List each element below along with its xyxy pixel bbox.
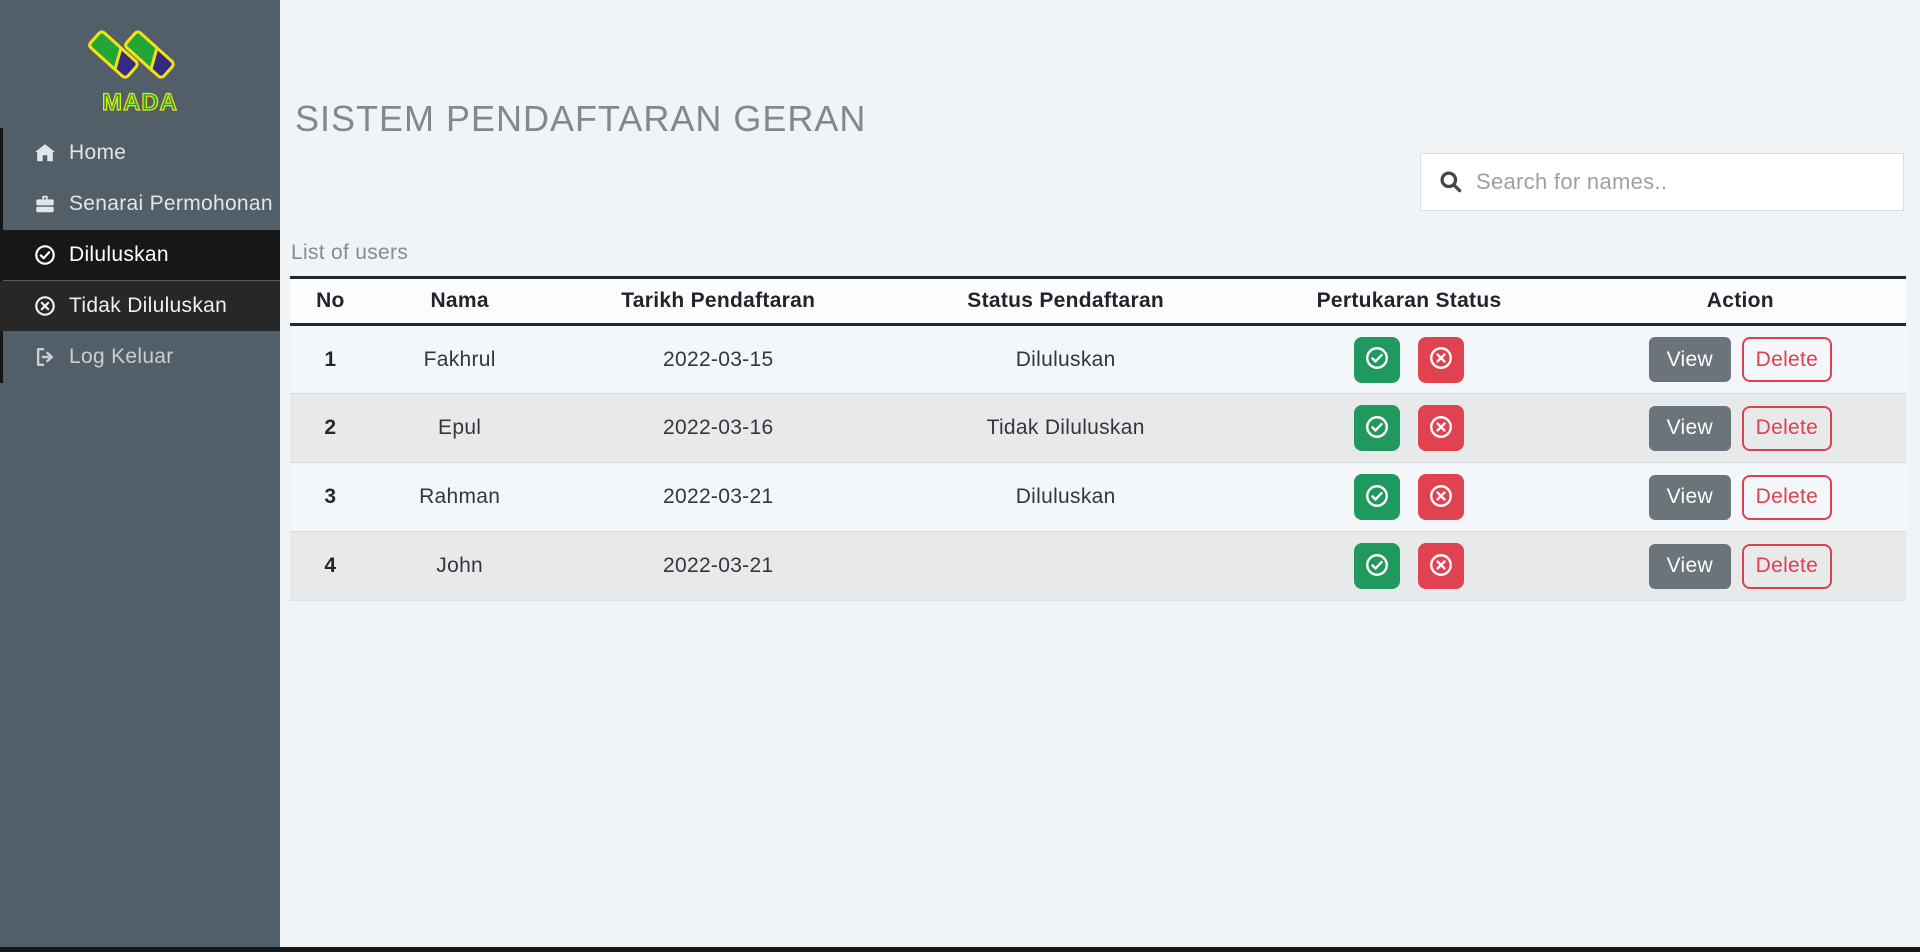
sidebar-item-tidak-diluluskan[interactable] [0,281,280,331]
bottom-bar [0,947,1920,952]
sidebar-item-label: Tidak Diluluskan [69,294,228,317]
check-circle-icon [34,244,56,266]
sidebar-menu [0,128,280,383]
cell-status: Tidak Diluluskan [986,416,1145,439]
delete-button[interactable]: Delete [1742,406,1832,451]
cell-tarikh: 2022-03-15 [663,347,774,371]
view-button[interactable]: View [1649,406,1731,451]
sidebar-item-label: Senarai Permohonan [69,192,273,215]
check-circle-icon [1364,345,1390,374]
table-row [290,532,1906,601]
search-icon [1438,169,1464,195]
cell-no: 4 [324,554,337,577]
cell-nama: Fakhrul [423,347,496,371]
table-row [290,325,1906,394]
reject-button[interactable] [1418,405,1464,451]
cell-tarikh: 2022-03-21 [663,485,774,508]
table-row [290,394,1906,463]
cell-nama: Rahman [419,485,501,508]
search-box [1420,153,1904,211]
sidebar-item-label: Log Keluar [69,345,174,368]
col-header-no: No [316,289,345,312]
x-circle-icon [1428,552,1454,581]
sidebar-item-log-keluar[interactable] [3,332,280,382]
cell-no: 1 [324,347,337,371]
approve-button[interactable] [1354,405,1400,451]
search-input[interactable] [1476,154,1903,210]
mada-logo-text: MADA [102,89,178,114]
reject-button[interactable] [1418,337,1464,383]
sidebar-item-senarai-permohonan[interactable] [3,179,280,229]
col-header-status: Status Pendaftaran [967,289,1165,312]
sidebar-item-label: Home [69,141,127,164]
cell-nama: John [436,554,484,577]
col-header-action: Action [1706,289,1774,312]
table-row [290,463,1906,532]
x-circle-icon [1428,414,1454,443]
check-circle-icon [1364,552,1390,581]
sidebar-item-home[interactable] [3,128,280,178]
col-header-nama: Nama [430,289,489,312]
main-content [280,0,1920,952]
x-circle-icon [1428,345,1454,374]
cell-no: 3 [324,485,337,508]
mada-logo-icon [88,22,192,114]
sidebar-item-diluluskan[interactable] [0,230,280,280]
x-circle-icon [34,295,56,317]
page-title: SISTEM PENDAFTARAN GERAN [295,98,867,139]
cell-status: Diluluskan [1015,485,1116,508]
cell-status [888,532,1244,601]
users-table [290,276,1906,601]
col-header-tarikh: Tarikh Pendaftaran [621,289,816,312]
users-table-wrap [290,276,1906,601]
cell-tarikh: 2022-03-16 [663,416,774,439]
briefcase-icon [34,193,56,215]
table-caption: List of users [291,241,409,264]
brand-logo [0,0,280,114]
cell-nama: Epul [438,416,482,439]
col-header-pertukaran: Pertukaran Status [1316,289,1502,312]
view-button[interactable]: View [1649,475,1731,520]
delete-button[interactable]: Delete [1742,544,1832,589]
x-circle-icon [1428,483,1454,512]
home-icon [34,142,56,164]
approve-button[interactable] [1354,543,1400,589]
cell-no: 2 [324,416,337,439]
sidebar-item-label: Diluluskan [69,243,169,266]
approve-button[interactable] [1354,337,1400,383]
approve-button[interactable] [1354,474,1400,520]
reject-button[interactable] [1418,474,1464,520]
cell-tarikh: 2022-03-21 [663,554,774,577]
delete-button[interactable]: Delete [1742,475,1832,520]
check-circle-icon [1364,483,1390,512]
cell-status: Diluluskan [1015,347,1116,371]
view-button[interactable]: View [1649,337,1731,382]
view-button[interactable]: View [1649,544,1731,589]
check-circle-icon [1364,414,1390,443]
table-header-row [290,278,1906,325]
logout-icon [34,346,56,368]
sidebar [0,0,280,952]
delete-button[interactable]: Delete [1742,337,1832,382]
reject-button[interactable] [1418,543,1464,589]
